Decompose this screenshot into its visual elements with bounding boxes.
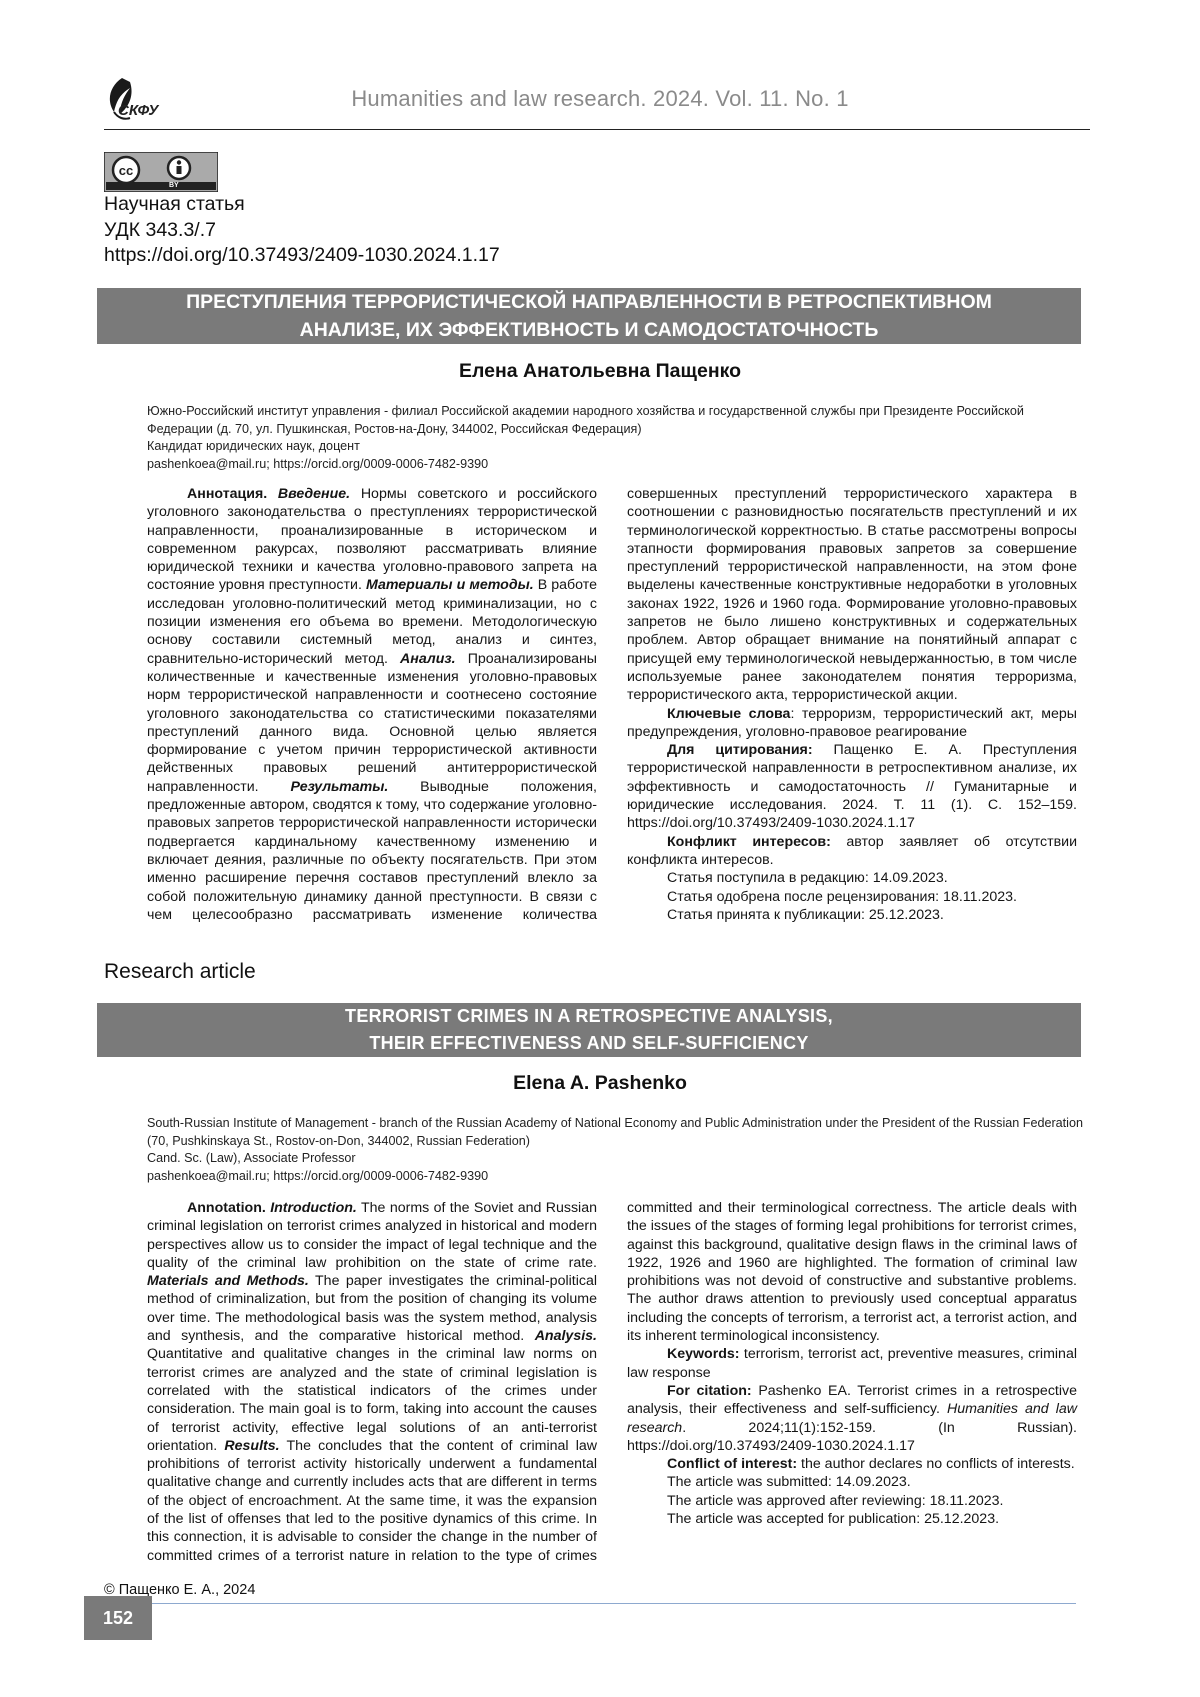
intro-ru-text: Нормы советского и российского уголовного законодательства о преступлениях террористической направленности, проанализированные в историческом и современном ракурсах, позволяют рассматривать влияние юридической техники и качества уголовно-правового запрета на состояние уровня преступности.: [147, 486, 597, 593]
keywords-en-text: terrorism, terrorist act, preventive measures, criminal law response: [627, 1346, 1077, 1380]
page-number: 152: [84, 1596, 152, 1640]
citation-ru: [627, 741, 1077, 832]
annotation-en-label: Annotation.: [187, 1200, 266, 1216]
conflict-ru-text: автор заявляет об отсутствии конфликта интересов.: [627, 834, 1077, 868]
affiliation-en: South-Russian Institute of Management - branch of the Russian Academy of National Economy and Public Administration under the President of the Russian Federation (70, Pushkinskaya St., Rostov-on-Don, 344002, Russian Federation): [147, 1115, 1085, 1150]
cc-by-icon: [104, 152, 218, 192]
results-ru-label: Результаты.: [290, 779, 388, 795]
doi-link[interactable]: https://doi.org/10.37493/2409-1030.2024.1.17: [104, 243, 500, 269]
keywords-ru: [627, 705, 1077, 742]
methods-ru-label: Материалы и методы.: [366, 577, 534, 593]
author-en: Elena A. Pashenko: [0, 1072, 1200, 1095]
submitted-en: The article was submitted: 14.09.2023.: [627, 1473, 1077, 1491]
footer-divider: [152, 1603, 1076, 1604]
affiliation-en-block: [147, 1115, 1085, 1185]
contacts-ru[interactable]: pashenkoea@mail.ru; https://orcid.org/0009-0006-7482-9390: [147, 456, 1085, 474]
svg-text:cc: cc: [119, 163, 133, 178]
contacts-en[interactable]: pashenkoea@mail.ru; https://orcid.org/0009-0006-7482-9390: [147, 1168, 1085, 1186]
logo-text: СКФУ: [118, 102, 158, 119]
citation-en-text-b: . 2024;11(1):152-159. (In Russian). https://doi.org/10.37493/2409-1030.2024.1.17: [627, 1420, 1077, 1454]
annotation-ru-label: Аннотация.: [187, 486, 267, 502]
author-ru: Елена Анатольевна Пащенко: [0, 360, 1200, 383]
citation-ru-text: Пащенко Е. А. Преступления террористической направленности в ретроспективном анализе, их эффективность и самодостаточность // Гуманитарные и юридические исследования. 2024. Т. 11 (1). С. 152–159. https://doi.org/10.37493/2409-1030.2024.1.17: [627, 742, 1077, 831]
conflict-en-label: Conflict of interest:: [667, 1456, 797, 1472]
license-badge[interactable]: [104, 152, 218, 192]
degree-ru: Кандидат юридических наук, доцент: [147, 438, 1085, 456]
submitted-ru: Статья поступила в редакцию: 14.09.2023.: [627, 869, 1077, 887]
results-en-label: Results.: [224, 1438, 279, 1454]
methods-en-text: The paper investigates the criminal-political method of criminalization, but from the position of changing its volume over time. The methodological basis was the system method, analysis and synthesis, and the comparative historical method.: [147, 1273, 597, 1344]
title-en-line2: THEIR EFFECTIVENESS AND SELF-SUFFICIENCY: [97, 1030, 1081, 1057]
copyright: © Пащенко Е. А., 2024: [104, 1582, 255, 1598]
title-en-band: [97, 1003, 1081, 1057]
affiliation-ru: Южно-Российский институт управления - филиал Российской академии народного хозяйства и государственной службы при Президенте Российской Федерации (д. 70, ул. Пушкинская, Ростов-на-Дону, 344002, Российская Федерация): [147, 403, 1085, 438]
keywords-en-label: Keywords:: [667, 1346, 740, 1362]
conflict-ru-label: Конфликт интересов:: [667, 834, 831, 850]
title-ru-line1: ПРЕСТУПЛЕНИЯ ТЕРРОРИСТИЧЕСКОЙ НАПРАВЛЕННОСТИ В РЕТРОСПЕКТИВНОМ: [97, 288, 1081, 316]
header-divider: [104, 129, 1090, 130]
citation-ru-label: Для цитирования:: [667, 742, 813, 758]
title-ru-line2: АНАЛИЗЕ, ИХ ЭФФЕКТИВНОСТЬ И САМОДОСТАТОЧНОСТЬ: [97, 316, 1081, 344]
intro-en-text: The norms of the Soviet and Russian criminal legislation on terrorist crimes analyzed in historical and modern perspectives allow us to consider the impact of legal technique and the quality of the criminal law prohibition on the state of crime rate.: [147, 1200, 597, 1271]
results-ru-text: Выводные положения, предложенные автором, сводятся к тому, что содержание уголовно-правовых запретов террористической направленности исторически подвергается кардинальному качественному изменению и включает деяния, различные по объекту посягательств. При этом именно расширение перечня составов преступлений влекло за собой положительную динамику данной преступности. В связи с чем целесообразно рассматривать изменение количества совершенных преступлений террористического характера в соотношении с разновидностью посягательств преступлений и их терминологической корректностью. В статье рассмотрены вопросы этапности формирования правовых запретов за совершение преступлений террористической направленности, на этом фоне выделены качественные конструктивные недоработки в уголовных законах 1922, 1926 и 1960 года. Формирование уголовно-правовых запретов не было лишено конструктивных и содержательных проблем. Автор обращает внимание на понятийный аппарат с присущей ему терминологической невыдержанностью, в том числе используемые ранее законодателем понятия терроризма, террористического акта, террористической акции.: [147, 486, 1077, 923]
journal-title: Humanities and law research. 2024. Vol. 11. No. 1: [0, 86, 1200, 112]
conflict-en-text: the author declares no conflicts of interests.: [801, 1456, 1075, 1472]
degree-en: Cand. Sc. (Law), Associate Professor: [147, 1150, 1085, 1168]
keywords-ru-label: Ключевые слова: [667, 706, 790, 722]
analysis-ru-label: Анализ.: [400, 651, 456, 667]
methods-ru-text: В работе исследован уголовно-политический метод криминализации, но с позиции изменения его объема во времени. Методологическую основу составили системный метод, анализ и синтез, сравнительно-исторический метод.: [147, 577, 597, 666]
analysis-en-label: Analysis.: [535, 1328, 597, 1344]
analysis-ru-text: Проанализированы количественные и качественные изменения уголовно-правовых норм террористической направленности и соотнесено состояние уголовного законодательства со статистическими показателями преступлений данного вида. Основной целью является формирование с учетом причин террористической активности действенных правовых решений антитеррористической направленности.: [147, 651, 597, 795]
citation-en-journal: Humanities and law research: [627, 1401, 1077, 1435]
accepted-ru: Статья принята к публикации: 25.12.2023.: [627, 906, 1077, 924]
abstract-en: [147, 1199, 1077, 1569]
conflict-ru: [627, 833, 1077, 870]
analysis-en-text: Quantitative and qualitative changes in the criminal law norms on terrorist crimes are analyzed and the state of criminal legislation is correlated with the statistical indicators of the crimes under consideration. The main goal is to form, taking into account the causes of terrorist activity, effective legal solutions of an anti-terrorist orientation.: [147, 1346, 597, 1453]
udk-code: УДК 343.3/.7: [104, 218, 500, 244]
title-en-line1: TERRORIST CRIMES IN A RETROSPECTIVE ANALYSIS,: [97, 1003, 1081, 1030]
abstract-ru: [147, 485, 1077, 937]
keywords-ru-text: : терроризм, террористический акт, меры предупреждения, уголовно-правовое реагирование: [627, 706, 1077, 740]
article-meta: [104, 192, 500, 269]
affiliation-ru-block: [147, 403, 1085, 473]
citation-en-text-a: Pashenko EA. Terrorist crimes in a retrospective analysis, their effectiveness and self-sufficiency.: [627, 1383, 1077, 1417]
conflict-en: [627, 1455, 1077, 1473]
license-label: BY: [169, 182, 179, 190]
approved-en: The article was approved after reviewing: 18.11.2023.: [627, 1492, 1077, 1510]
article-type-en: Research article: [104, 960, 256, 984]
citation-en: [627, 1382, 1077, 1455]
intro-ru-label: Введение.: [278, 486, 350, 502]
accepted-en: The article was accepted for publication: 25.12.2023.: [627, 1510, 1077, 1528]
keywords-en: [627, 1345, 1077, 1382]
results-en-text: The concludes that the content of criminal law prohibitions of terrorist activity historically underwent a fundamental qualitative change and currently includes acts that are different in terms of the object of encroachment. At the same time, it was the expansion of the list of offenses that led to the positive dynamics of this crime. In this connection, it is advisable to consider the change in the number of committed crimes of a terrorist nature in relation to the type of crimes committed and their terminological correctness. The article deals with the issues of the stages of forming legal prohibitions for terrorist crimes, against this background, qualitative design flaws in the criminal laws of 1922, 1926 and 1960 are highlighted. The formation of criminal law prohibitions was not devoid of constructive and substantive problems. The author draws attention to previously used conceptual apparatus including the concepts of terrorism, a terrorist act, a terrorist action, and its inherent terminological inconsistency.: [147, 1200, 1077, 1564]
approved-ru: Статья одобрена после рецензирования: 18.11.2023.: [627, 888, 1077, 906]
article-type: Научная статья: [104, 192, 500, 218]
title-ru-band: [97, 288, 1081, 344]
methods-en-label: Materials and Methods.: [147, 1273, 309, 1289]
citation-en-label: For citation:: [667, 1383, 752, 1399]
intro-en-label: Introduction.: [270, 1200, 357, 1216]
